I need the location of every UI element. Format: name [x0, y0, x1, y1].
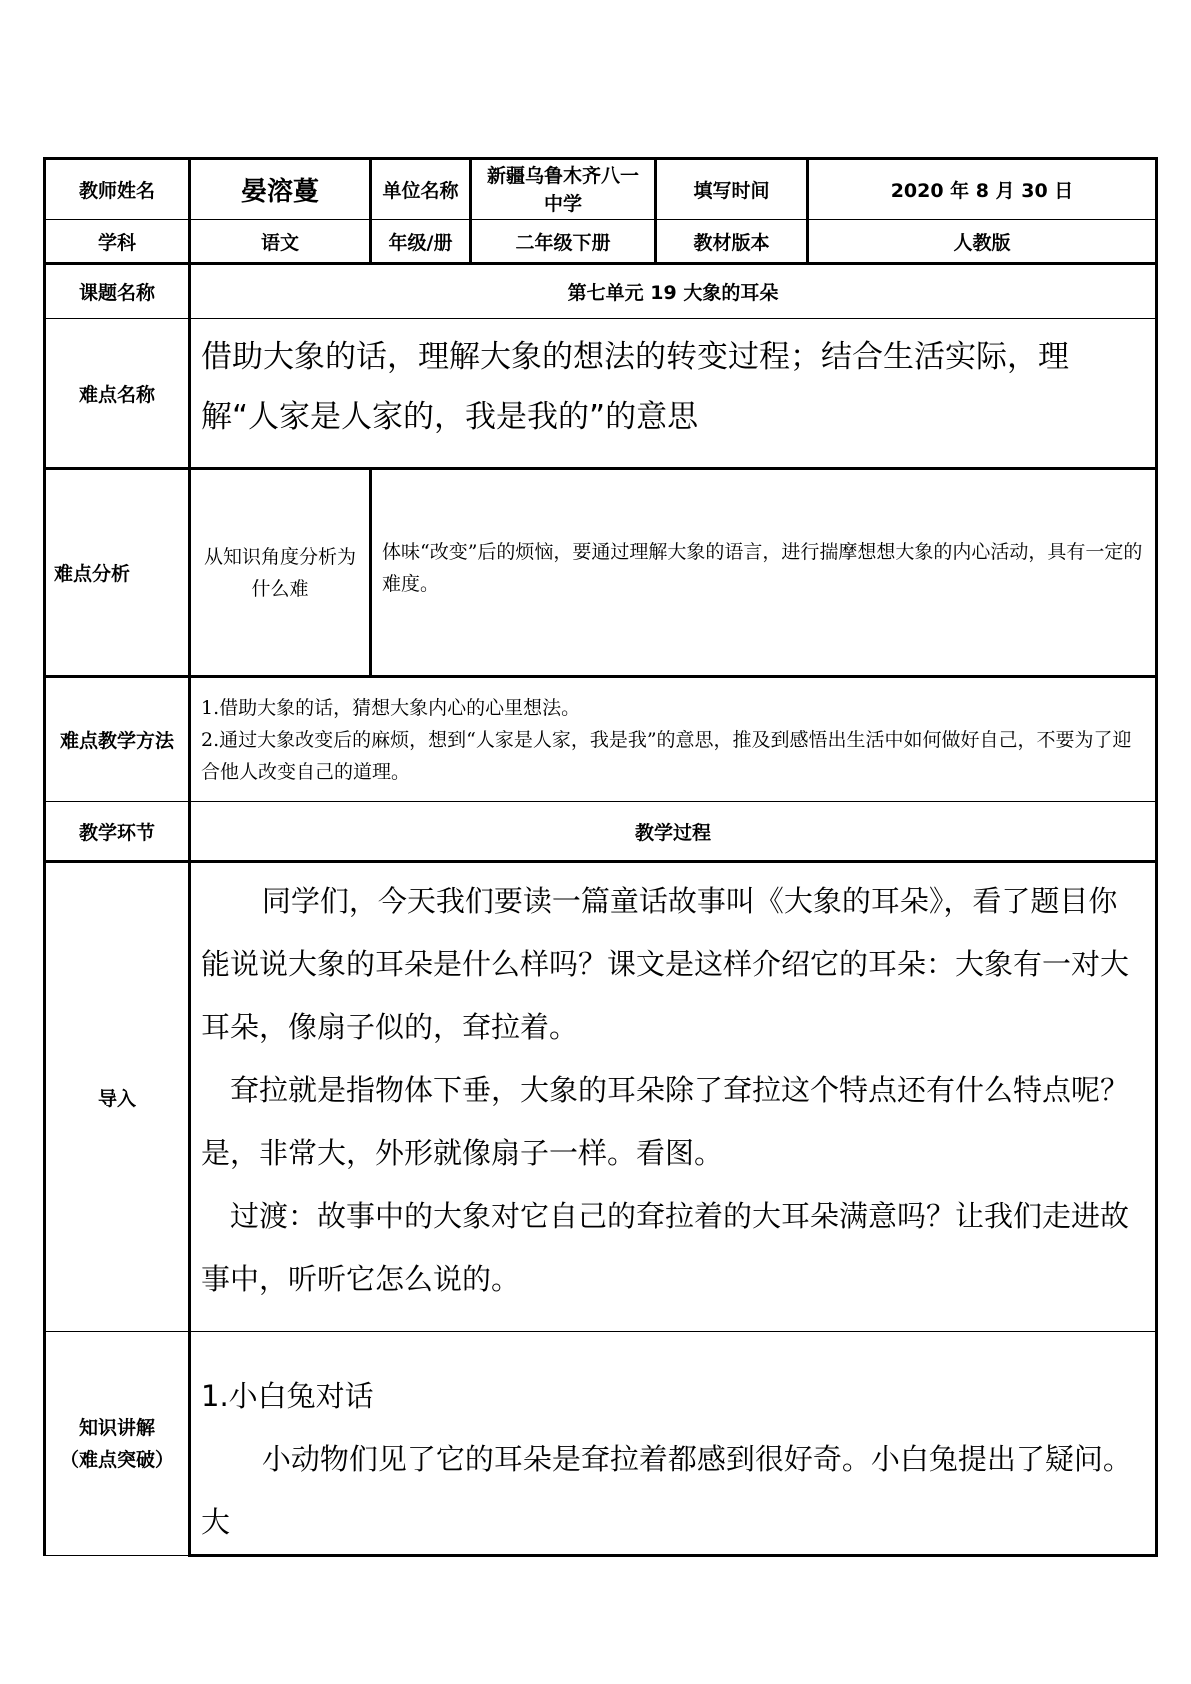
method-label: 难点教学方法 — [45, 677, 190, 802]
grade-label: 年级/册 — [371, 220, 471, 264]
topic-value: 第七单元 19 大象的耳朵 — [190, 264, 1157, 319]
method-item-2: 2.通过大象改变后的麻烦，想到“人家是人家，我是我”的意思，推及到感悟出生活中如何做好自己，不要为了迎合他人改变自己的道理。 — [201, 728, 1132, 783]
grade-value: 二年级下册 — [471, 220, 656, 264]
intro-paragraph-3: 过渡：故事中的大象对它自己的耷拉着的大耳朵满意吗？让我们走进故事中，听听它怎么说的。 — [201, 1199, 1130, 1296]
topic-label: 课题名称 — [45, 264, 190, 319]
fill-date-value: 2020 年 8 月 30 日 — [808, 159, 1157, 220]
knowledge-heading: 1.小白兔对话 — [201, 1379, 374, 1413]
edition-value: 人教版 — [808, 220, 1157, 264]
analysis-sub-label: 从知识角度分析为什么难 — [190, 469, 371, 677]
unit-name-label: 单位名称 — [371, 159, 471, 220]
unit-name-value: 新疆乌鲁木齐八一中学 — [471, 159, 656, 220]
teacher-name-value: 晏溶蔓 — [190, 159, 371, 220]
analysis-value: 体味“改变”后的烦恼，要通过理解大象的语言，进行揣摩想想大象的内心活动，具有一定的难度。 — [371, 469, 1157, 677]
lesson-plan-table — [43, 157, 1158, 1557]
knowledge-label-line-2: （难点突破） — [59, 1448, 174, 1471]
knowledge-content — [190, 1332, 1157, 1556]
subject-value: 语文 — [190, 220, 371, 264]
teacher-name-label: 教师姓名 — [45, 159, 190, 220]
intro-paragraph-2: 耷拉就是指物体下垂，大象的耳朵除了耷拉这个特点还有什么特点呢？是，非常大，外形就像扇子一样。看图。 — [201, 1073, 1130, 1170]
knowledge-label-line-1: 知识讲解 — [78, 1416, 155, 1439]
edition-label: 教材版本 — [656, 220, 808, 264]
process-header-label: 教学过程 — [190, 802, 1157, 862]
method-content — [190, 677, 1157, 802]
intro-label: 导入 — [45, 862, 190, 1332]
knowledge-label — [45, 1332, 190, 1556]
difficulty-value: 借助大象的话，理解大象的想法的转变过程；结合生活实际，理解“人家是人家的，我是我的”的意思 — [190, 319, 1157, 469]
intro-paragraph-1: 同学们，今天我们要读一篇童话故事叫《大象的耳朵》，看了题目你能说说大象的耳朵是什么样吗？课文是这样介绍它的耳朵：大象有一对大耳朵，像扇子似的，耷拉着。 — [201, 884, 1130, 1044]
analysis-label: 难点分析 — [45, 469, 190, 677]
subject-label: 学科 — [45, 220, 190, 264]
intro-content — [190, 862, 1157, 1332]
fill-date-label: 填写时间 — [656, 159, 808, 220]
stage-header-label: 教学环节 — [45, 802, 190, 862]
method-item-1: 1.借助大象的话，猜想大象内心的心里想法。 — [201, 696, 581, 719]
knowledge-paragraph-1: 小动物们见了它的耳朵是耷拉着都感到很好奇。小白兔提出了疑问。大 — [201, 1442, 1132, 1539]
difficulty-label: 难点名称 — [45, 319, 190, 469]
